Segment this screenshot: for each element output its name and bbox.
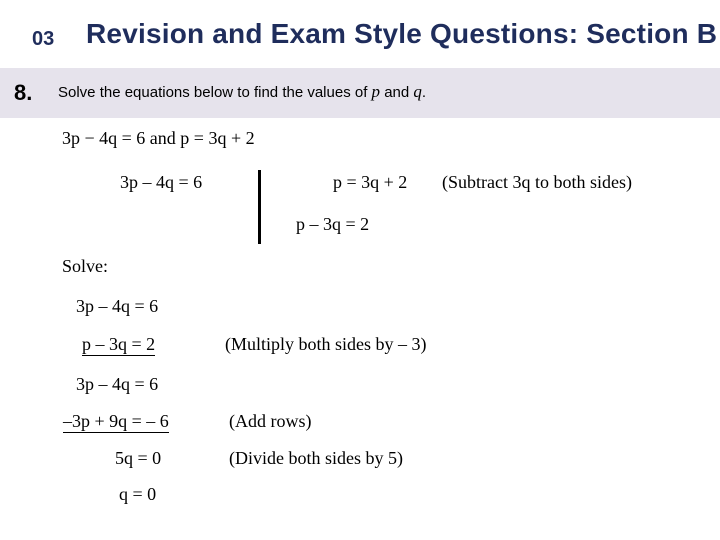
step2-equation-2: –3p + 9q = – 6	[63, 411, 169, 431]
question-number: 8.	[14, 80, 33, 105]
step2-equation-1: 3p – 4q = 6	[76, 374, 159, 394]
step1-equation-2: p – 3q = 2	[82, 334, 156, 354]
step2-note: (Add rows)	[229, 411, 312, 431]
question-text-and: and	[380, 84, 414, 101]
step1-equation-1: 3p – 4q = 6	[76, 296, 159, 316]
solve-label: Solve:	[62, 256, 109, 276]
step1-note: (Multiply both sides by – 3)	[225, 334, 427, 354]
rearranged-equation: p – 3q = 2	[296, 214, 370, 234]
right-equation: p = 3q + 2	[333, 172, 408, 192]
question-text-prefix: Solve the equations below to find the values of	[58, 84, 372, 101]
question-text	[58, 82, 426, 102]
question-text-suffix: .	[421, 84, 427, 101]
question-var-q: q	[413, 82, 422, 101]
step3-equation: 5q = 0	[115, 448, 162, 468]
question-var-p: p	[371, 82, 381, 101]
given-equations: 3p − 4q = 6 and p = 3q + 2	[62, 128, 255, 148]
left-equation: 3p – 4q = 6	[120, 172, 203, 192]
page-title: Revision and Exam Style Questions: Section B	[86, 18, 718, 49]
chapter-number: 03	[32, 28, 55, 50]
column-divider	[258, 170, 261, 244]
result-equation: q = 0	[119, 484, 157, 504]
step3-note: (Divide both sides by 5)	[229, 448, 403, 468]
right-note: (Subtract 3q to both sides)	[442, 172, 632, 192]
